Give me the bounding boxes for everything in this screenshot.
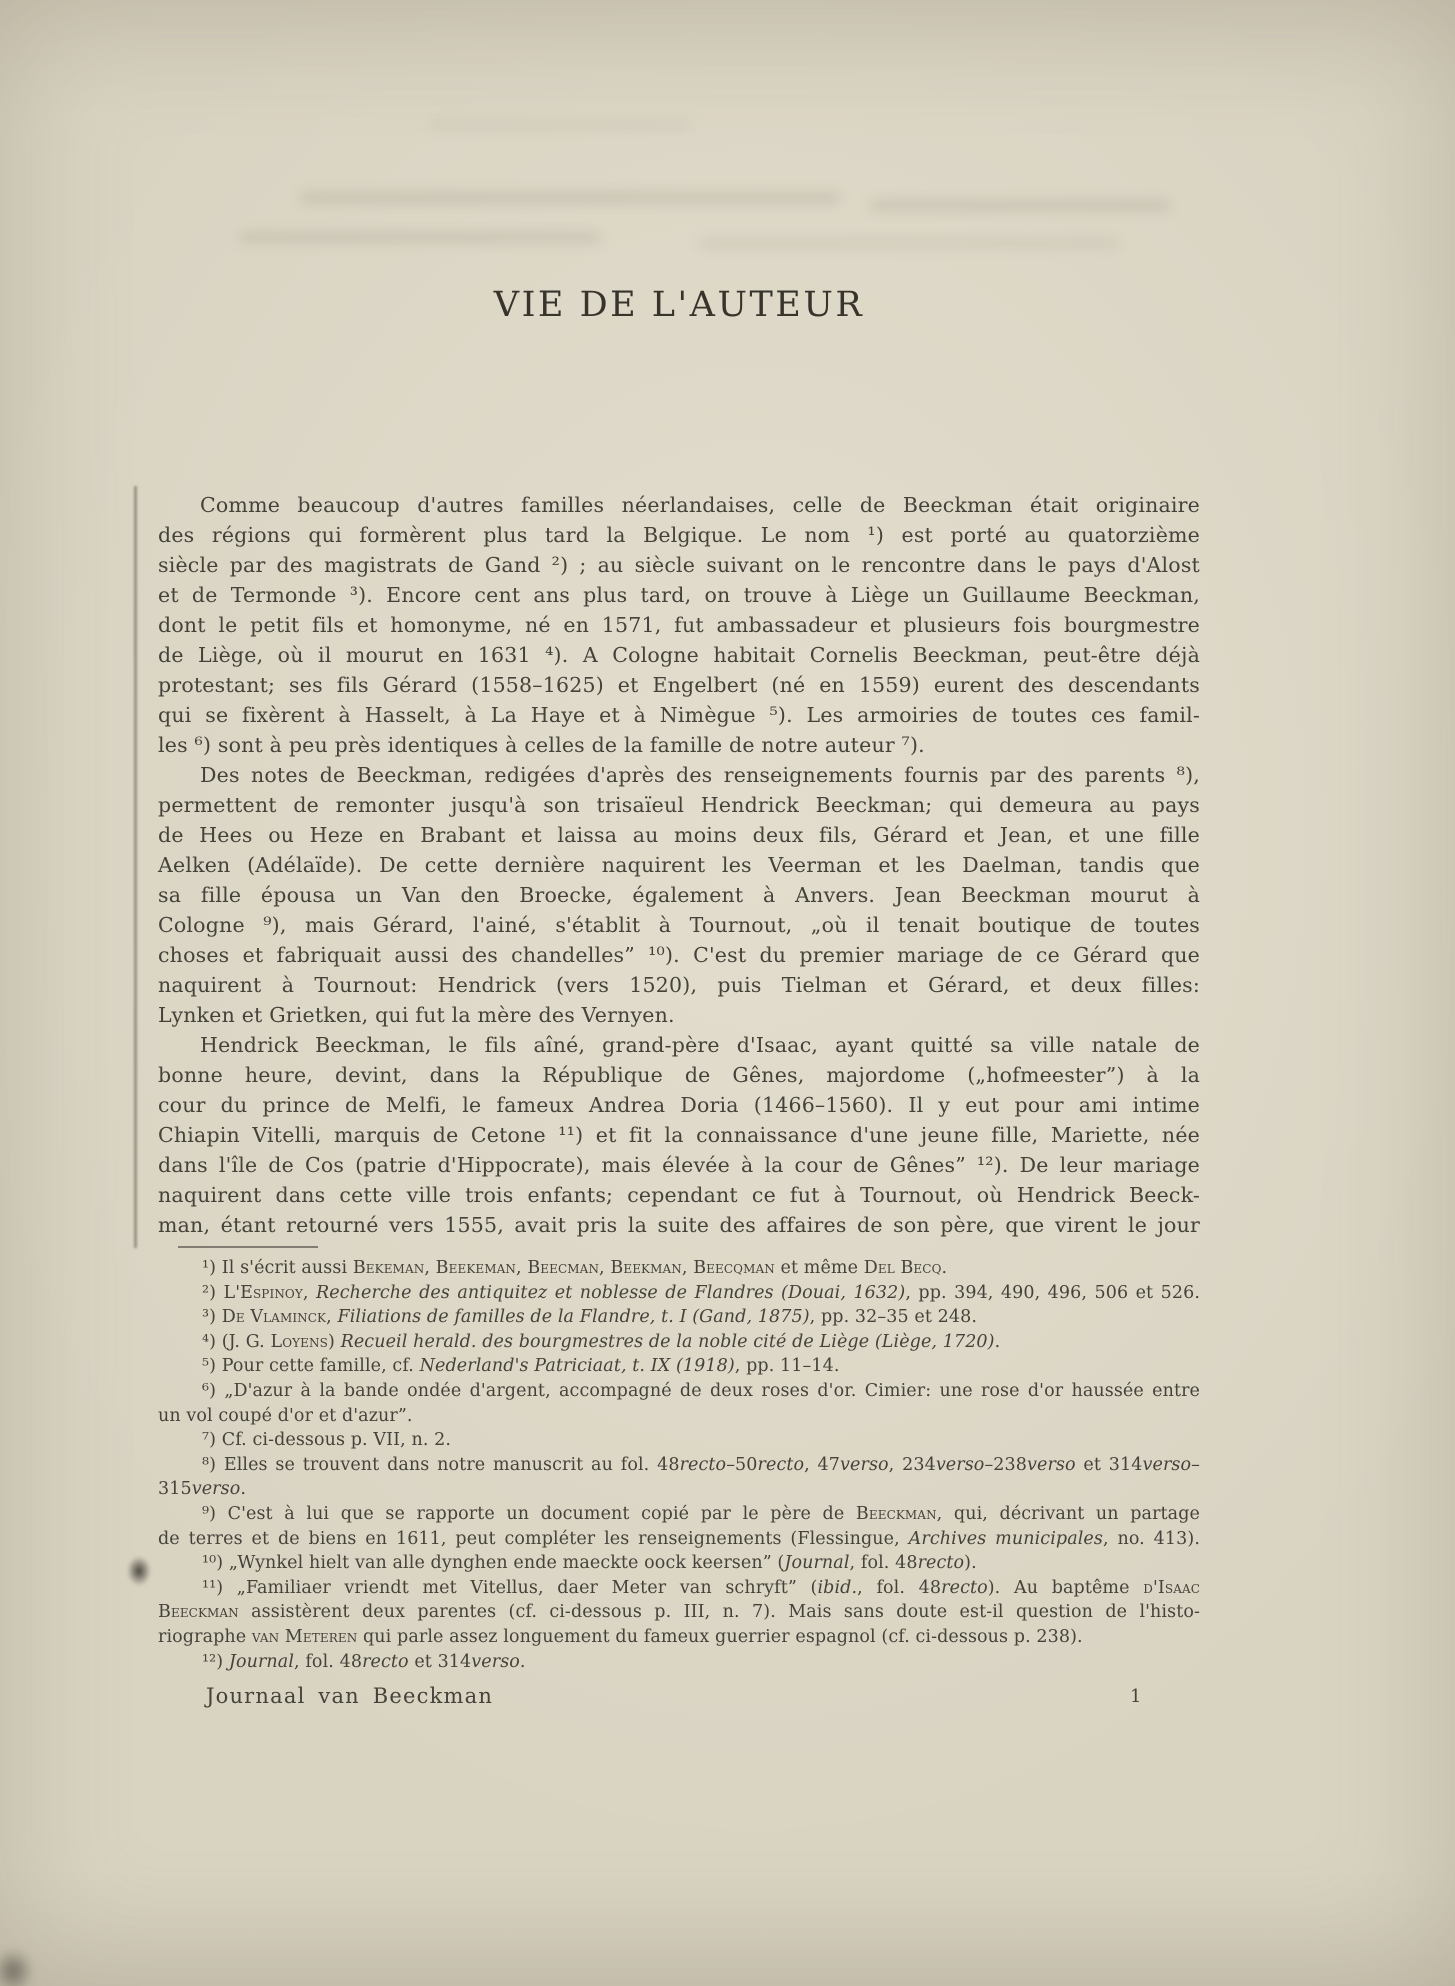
text-line: ¹⁰) „Wynkel hielt van alle dynghen ende maeckte oock keersen” (Journal, fol. 48recto). — [202, 1553, 977, 1574]
page-showthrough-mark — [430, 120, 690, 130]
text-line: ¹) Il s'écrit aussi Bekeman, Beekeman, Beecman, Beekman, Beecqman et même Del Becq. — [202, 1258, 948, 1278]
text-line: ⁷) Cf. ci-dessous p. VII, n. 2. — [202, 1430, 452, 1451]
page-showthrough-mark — [870, 200, 1170, 211]
page-showthrough-mark — [700, 238, 1120, 248]
text-line: de Hees ou Heze en Brabant et laissa au moins deux fils, Gérard et Jean, et une fille — [158, 823, 1200, 847]
text-line: dans l'île de Cos (patrie d'Hippocrate), mais élevée à la cour de Gênes” ¹²). De leur mariage — [158, 1153, 1200, 1177]
text-line: permettent de remonter jusqu'à son trisaïeul Hendrick Beeckman; qui demeura au pays — [158, 793, 1200, 817]
footnote-separator-rule — [178, 1246, 318, 1248]
text-line: et de Termonde ³). Encore cent ans plus tard, on trouve à Liège un Guillaume Beeckman, — [158, 583, 1200, 607]
scan-smudge — [127, 1556, 151, 1586]
scan-corner-smudge — [0, 1948, 34, 1986]
text-line: riographe van Meteren qui parle assez longuement du fameux guerrier espagnol (cf. ci-dessous p. 238). — [158, 1626, 1083, 1647]
body-text — [158, 490, 1200, 1240]
text-line: de terres et de biens en 1611, peut compléter les renseignements (Flessingue, Archives municipales, no. 413). — [158, 1528, 1200, 1549]
text-line: ⁶) „D'azur à la bande ondée d'argent, accompagné de deux roses d'or. Cimier: une rose d'or haussée entre — [202, 1380, 1200, 1401]
text-line: ²) L'Espinoy, Recherche des antiquitez et noblesse de Flandres (Douai, 1632), pp. 394, 490, 496, 506 et 526. — [202, 1282, 1200, 1303]
text-line: sa fille épousa un Van den Broecke, également à Anvers. Jean Beeckman mourut à — [158, 883, 1200, 907]
text-line: de Liège, où il mourut en 1631 ⁴). A Cologne habitait Cornelis Beeckman, peut-être déjà — [158, 643, 1200, 667]
text-line: ⁹) C'est à lui que se rapporte un document copié par le père de Beeckman, qui, décrivant un partage — [202, 1503, 1200, 1524]
text-line: naquirent à Tournout: Hendrick (vers 1520), puis Tielman et Gérard, et deux filles: — [158, 973, 1200, 997]
text-line: un vol coupé d'or et d'azur”. — [158, 1405, 413, 1426]
page-showthrough-mark — [240, 232, 600, 243]
footnotes — [158, 1256, 1200, 1674]
page-number: 1 — [1130, 1686, 1142, 1707]
text-line: ³) De Vlaminck, Filiations de familles de la Flandre, t. I (Gand, 1875), pp. 32–35 et 248. — [202, 1307, 977, 1328]
text-line: des régions qui formèrent plus tard la Belgique. Le nom ¹) est porté au quatorzième — [158, 523, 1200, 547]
page-title: VIE DE L'AUTEUR — [493, 285, 865, 325]
text-line: qui se fixèrent à Hasselt, à La Haye et à Nimègue ⁵). Les armoiries de toutes ces famil- — [158, 703, 1200, 727]
text-line: bonne heure, devint, dans la République de Gênes, majordome („hofmeester”) à la — [158, 1063, 1200, 1087]
text-line: ⁴) (J. G. Loyens) Recueil herald. des bourgmestres de la noble cité de Liège (Liège, 1720). — [202, 1331, 1001, 1352]
text-line: siècle par des magistrats de Gand ²) ; au siècle suivant on le rencontre dans le pays d'Alost — [158, 553, 1200, 577]
text-line: Cologne ⁹), mais Gérard, l'ainé, s'établit à Tournout, „où il tenait boutique de toutes — [158, 913, 1200, 937]
running-title: Journaal van Beeckman — [206, 1684, 494, 1708]
text-line: Des notes de Beeckman, redigées d'après des renseignements fournis par des parents ⁸), — [200, 763, 1200, 787]
text-line: Hendrick Beeckman, le fils aîné, grand-père d'Isaac, ayant quitté sa ville natale de — [200, 1033, 1200, 1057]
text-line: Comme beaucoup d'autres familles néerlandaises, celle de Beeckman était originaire — [200, 493, 1200, 517]
text-line: ¹²) Journal, fol. 48recto et 314verso. — [202, 1651, 526, 1672]
text-line: protestant; ses fils Gérard (1558–1625) et Engelbert (né en 1559) eurent des descendants — [158, 673, 1200, 697]
text-line: choses et fabriquait aussi des chandelles” ¹⁰). C'est du premier mariage de ce Gérard que — [158, 943, 1200, 967]
text-line: 315verso. — [158, 1479, 246, 1500]
scan-gutter-shadow — [134, 486, 137, 1248]
text-line: ⁸) Elles se trouvent dans notre manuscrit au fol. 48recto–50recto, 47verso, 234verso–238verso et 314verso– — [202, 1454, 1200, 1475]
text-line: cour du prince de Melfi, le fameux Andrea Doria (1466–1560). Il y eut pour ami intime — [158, 1093, 1200, 1117]
text-line: ¹¹) „Familiaer vriendt met Vitellus, daer Meter van schryft” (ibid., fol. 48recto). Au baptême d'Isaac — [202, 1577, 1201, 1598]
text-line: man, étant retourné vers 1555, avait pris la suite des affaires de son père, que virent le jour — [158, 1213, 1200, 1237]
text-line: Beeckman assistèrent deux parentes (cf. ci-dessous p. III, n. 7). Mais sans doute est-il question de l'histo- — [158, 1602, 1200, 1623]
text-line: les ⁶) sont à peu près identiques à celles de la famille de notre auteur ⁷). — [158, 733, 925, 757]
text-line: Aelken (Adélaïde). De cette dernière naquirent les Veerman et les Daelman, tandis que — [158, 853, 1200, 877]
text-line: Lynken et Grietken, qui fut la mère des Vernyen. — [158, 1003, 675, 1027]
text-line: naquirent dans cette ville trois enfants; cependant ce fut à Tournout, où Hendrick Beeck- — [158, 1183, 1200, 1207]
text-line: Chiapin Vitelli, marquis de Cetone ¹¹) et fit la connaissance d'une jeune fille, Mariette, née — [158, 1123, 1200, 1147]
page-showthrough-mark — [300, 192, 840, 204]
text-line: ⁵) Pour cette famille, cf. Nederland's Patriciaat, t. IX (1918), pp. 11–14. — [202, 1356, 840, 1377]
text-line: dont le petit fils et homonyme, né en 1571, fut ambassadeur et plusieurs fois bourgmestre — [158, 613, 1200, 637]
